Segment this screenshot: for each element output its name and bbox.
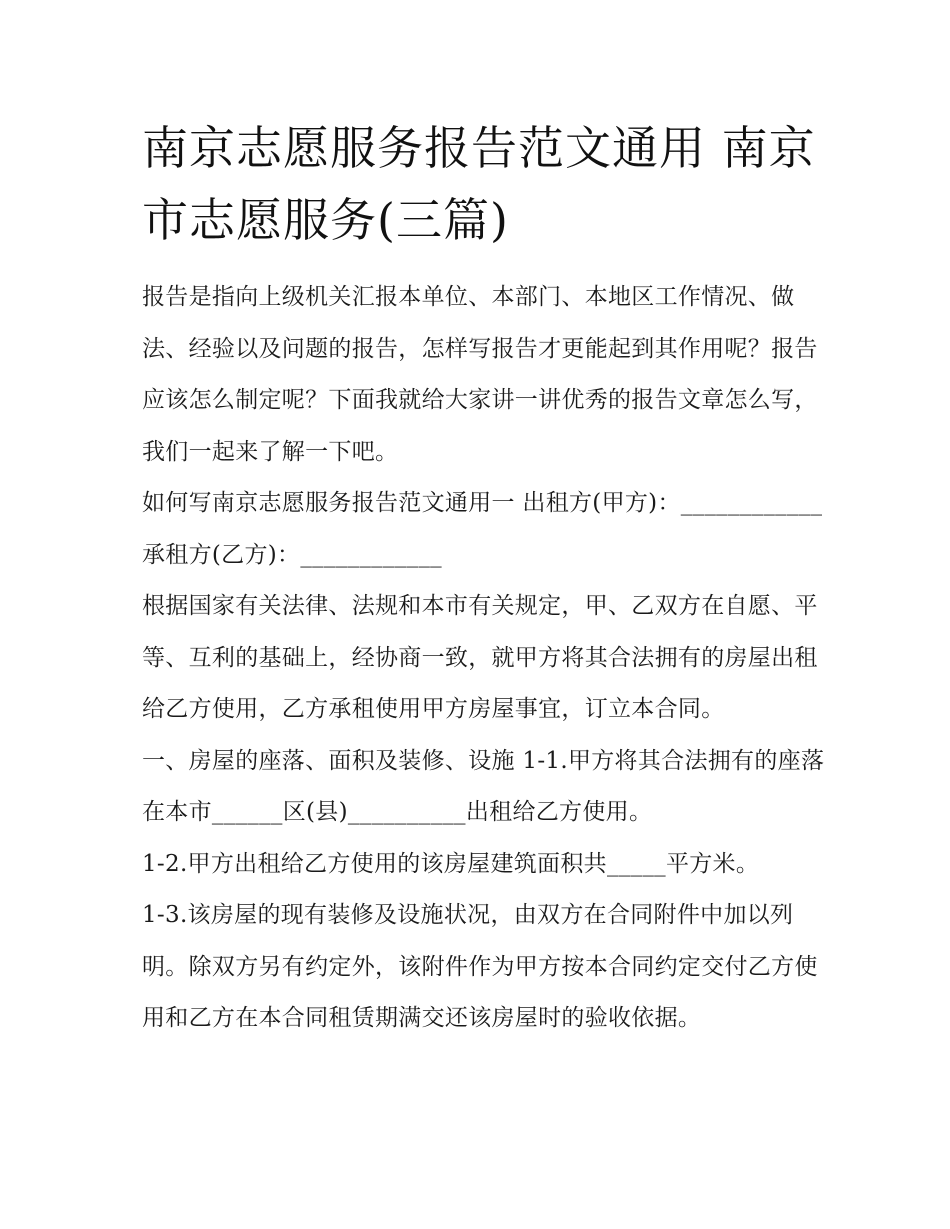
document-body (142, 272, 832, 1045)
paragraph-clause-1-2: 1-2.甲方出租给乙方使用的该房屋建筑面积共_____平方米。 (142, 850, 760, 877)
paragraph-intro: 报告是指向上级机关汇报本单位、本部门、本地区工作情况、做法、经验以及问题的报告，怎样写报告才更能起到其作用呢？报告应该怎么制定呢？下面我就给大家讲一讲优秀的报告文章怎么写，我们一起来了解一下吧。 (142, 284, 818, 465)
paragraph-clause-1-1: 一、房屋的座落、面积及装修、设施 1-1.甲方将其合法拥有的座落在本市______区(县)__________出租给乙方使用。 (142, 747, 825, 825)
paragraph-preamble: 根据国家有关法律、法规和本市有关规定，甲、乙双方在自愿、平等、互利的基础上，经协商一致，就甲方将其合法拥有的房屋出租给乙方使用，乙方承租使用甲方房屋事宜，订立本合同。 (142, 593, 818, 722)
document-title: 南京志愿服务报告范文通用 南京市志愿服务(三篇) (142, 121, 816, 247)
paragraph-clause-1-3: 1-3.该房屋的现有装修及设施状况，由双方在合同附件中加以列明。除双方另有约定外，该附件作为甲方按本合同约定交付乙方使用和乙方在本合同租赁期满交还该房屋时的验收依据。 (142, 902, 818, 1031)
document-page (142, 112, 832, 1045)
paragraph-parties: 如何写南京志愿服务报告范文通用一 出租方(甲方)：____________ 承租方(乙方)：____________ (142, 490, 823, 568)
